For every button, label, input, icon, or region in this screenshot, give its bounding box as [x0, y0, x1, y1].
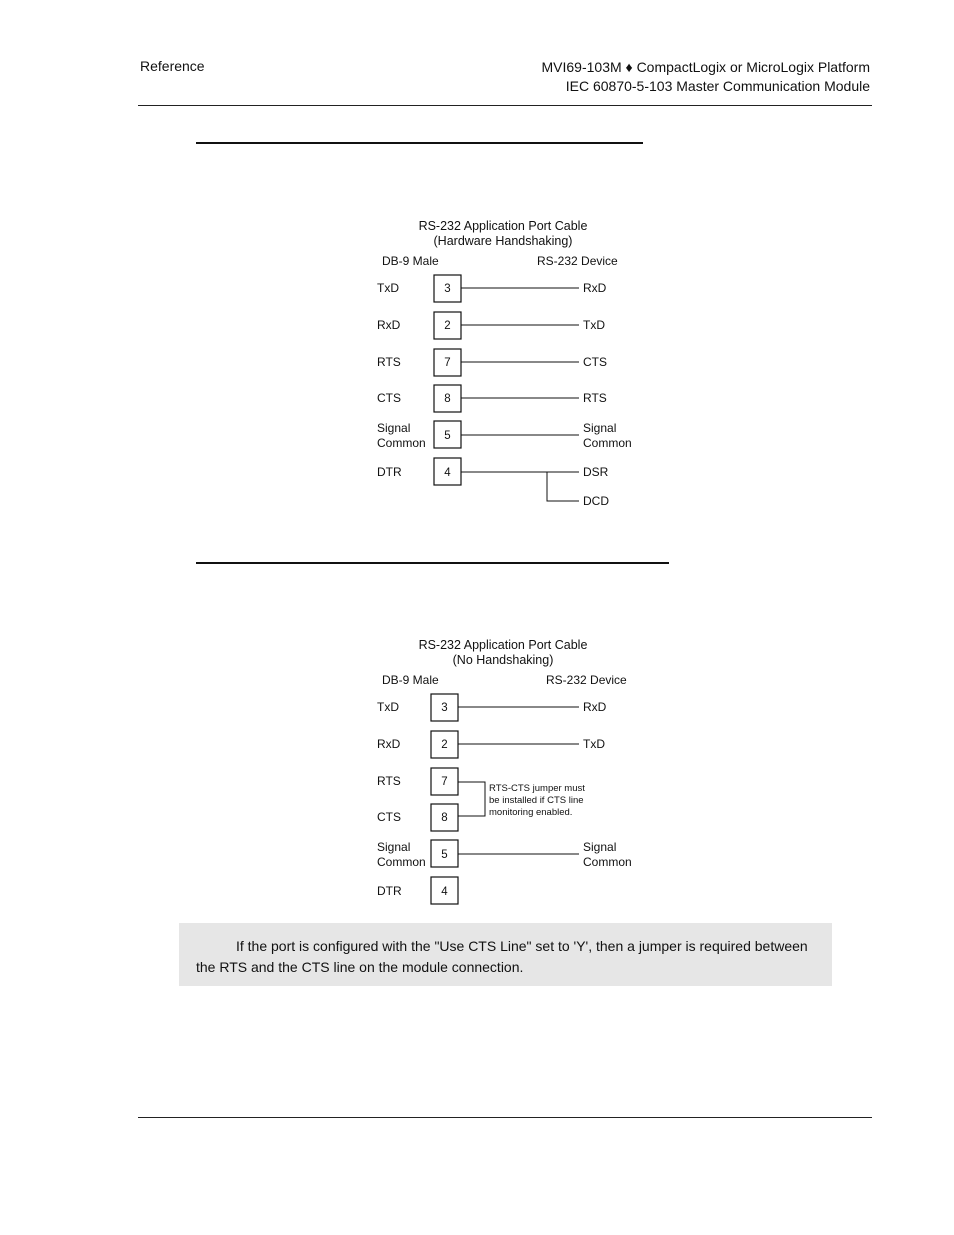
left-header: DB-9 Male	[382, 673, 439, 687]
jumper-note-line: RTS-CTS jumper must	[489, 783, 585, 794]
left-signal-label: CTS	[377, 810, 401, 824]
right-signal-label: Common	[583, 436, 632, 450]
header-section-label: Reference	[140, 58, 205, 74]
right-signal-label: TxD	[583, 737, 605, 751]
right-signal-label: RxD	[583, 700, 607, 714]
left-signal-label: Common	[377, 855, 426, 869]
right-signal-label: Signal	[583, 840, 617, 854]
right-signal-label: DCD	[583, 494, 609, 508]
jumper-note-line: monitoring enabled.	[489, 807, 573, 818]
cable-diagram-hardware-handshaking	[360, 210, 650, 520]
right-signal-label: Common	[583, 855, 632, 869]
pin-number: 7	[441, 776, 448, 788]
pin-number: 5	[441, 849, 448, 861]
pin-number: 2	[441, 739, 448, 751]
right-header: RS-232 Device	[546, 673, 627, 687]
header-rule	[138, 105, 872, 106]
pin-number: 4	[441, 886, 448, 898]
left-signal-label: Signal	[377, 421, 411, 435]
left-signal-label: Common	[377, 436, 426, 450]
dcd-branch-wire	[547, 472, 579, 501]
right-signal-label: RTS	[583, 391, 607, 405]
left-signal-label: Signal	[377, 840, 411, 854]
right-signal-label: RxD	[583, 281, 607, 295]
header-product-line1: MVI69-103M ♦ CompactLogix or MicroLogix Platform	[541, 59, 870, 75]
pin-number: 2	[444, 320, 451, 332]
right-signal-label: CTS	[583, 355, 607, 369]
left-signal-label: TxD	[377, 281, 399, 295]
jumper-note-line: be installed if CTS line	[489, 795, 584, 806]
pin-number: 8	[444, 393, 451, 405]
pin-number: 5	[444, 430, 451, 442]
header-product-title	[542, 58, 871, 96]
pin-number: 8	[441, 812, 448, 824]
footer-rule	[138, 1117, 872, 1118]
pin-number: 3	[441, 702, 448, 714]
diagram-title: RS-232 Application Port Cable	[418, 638, 588, 652]
left-signal-label: CTS	[377, 391, 401, 405]
left-signal-label: RxD	[377, 318, 401, 332]
diagram-title: RS-232 Application Port Cable	[418, 219, 588, 233]
right-header: RS-232 Device	[537, 254, 618, 268]
right-signal-label: Signal	[583, 421, 617, 435]
section-rule-no-handshaking	[196, 562, 669, 564]
note-box	[179, 923, 832, 986]
cable-diagram-no-handshaking	[360, 629, 650, 939]
left-signal-label: RxD	[377, 737, 401, 751]
left-header: DB-9 Male	[382, 254, 439, 268]
left-signal-label: DTR	[377, 884, 402, 898]
diagram-subtitle: (No Handshaking)	[452, 653, 554, 667]
diagram-subtitle: (Hardware Handshaking)	[433, 234, 573, 248]
left-signal-label: RTS	[377, 774, 401, 788]
note-text: If the port is configured with the "Use CTS Line" set to 'Y', then a jumper is required between the RTS and the CTS line on the module connection.	[196, 938, 808, 975]
rts-cts-jumper	[458, 782, 485, 816]
header-product-line2: IEC 60870-5-103 Master Communication Module	[565, 78, 870, 94]
left-signal-label: DTR	[377, 465, 402, 479]
pin-number: 7	[444, 357, 451, 369]
section-rule-hardware	[196, 142, 643, 144]
pin-number: 3	[444, 283, 451, 295]
left-signal-label: TxD	[377, 700, 399, 714]
right-signal-label: TxD	[583, 318, 605, 332]
right-signal-label: DSR	[583, 465, 609, 479]
pin-number: 4	[444, 467, 451, 479]
left-signal-label: RTS	[377, 355, 401, 369]
